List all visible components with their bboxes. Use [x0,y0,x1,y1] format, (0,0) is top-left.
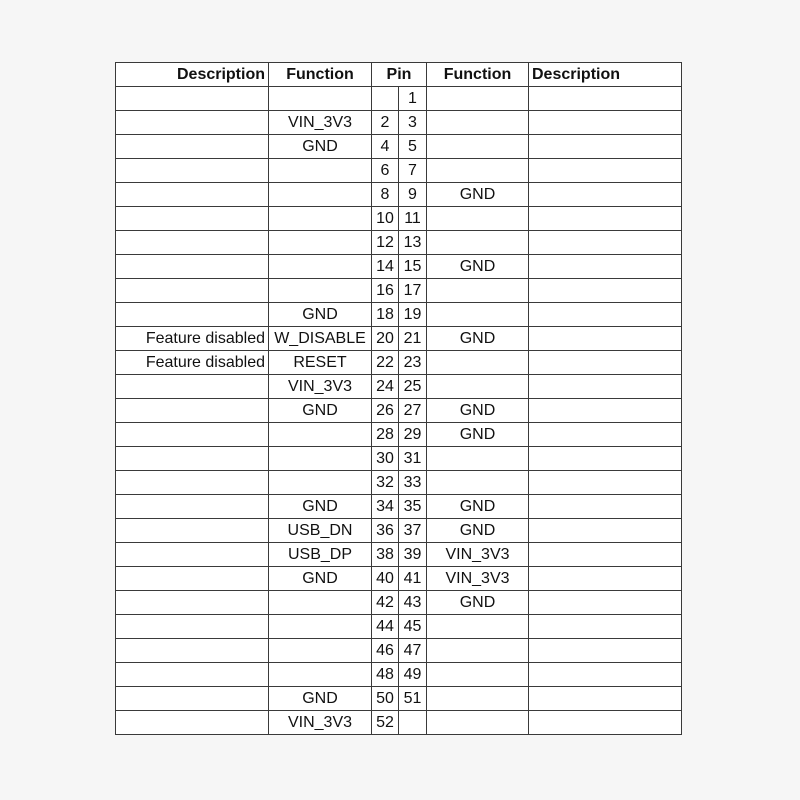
table-row [116,495,682,519]
pin-right-cell: 7 [399,159,427,183]
pin-right-cell: 5 [399,135,427,159]
function-right-cell [427,303,529,327]
pinout-rows [116,87,682,735]
function-left-cell [269,183,372,207]
table-row [116,663,682,687]
function-right-cell: GND [427,183,529,207]
description-right-cell [529,183,682,207]
function-right-cell [427,159,529,183]
pin-right-cell: 45 [399,615,427,639]
pin-right-cell [399,711,427,735]
function-left-cell: USB_DP [269,543,372,567]
table-row [116,111,682,135]
table-row [116,591,682,615]
description-right-cell [529,423,682,447]
function-right-cell [427,711,529,735]
description-right-cell [529,279,682,303]
pin-right-cell: 3 [399,111,427,135]
table-row [116,255,682,279]
function-right-cell [427,639,529,663]
pin-right-cell: 25 [399,375,427,399]
function-left-cell: USB_DN [269,519,372,543]
pin-left-cell: 22 [372,351,399,375]
table-row [116,639,682,663]
description-left-cell [116,687,269,711]
pin-left-cell: 24 [372,375,399,399]
description-right-cell [529,351,682,375]
description-right-cell [529,519,682,543]
pin-left-cell: 6 [372,159,399,183]
pin-left-cell: 52 [372,711,399,735]
description-left-cell: Feature disabled [116,351,269,375]
pin-right-cell: 43 [399,591,427,615]
function-right-cell: VIN_3V3 [427,543,529,567]
description-left-cell [116,615,269,639]
header-description-left: Description [116,63,269,87]
pin-left-cell: 36 [372,519,399,543]
pin-left-cell: 10 [372,207,399,231]
table-row [116,615,682,639]
description-right-cell [529,543,682,567]
pin-left-cell: 34 [372,495,399,519]
pin-right-cell: 21 [399,327,427,351]
function-left-cell [269,639,372,663]
table-row [116,447,682,471]
function-right-cell: GND [427,399,529,423]
header-row [116,63,682,87]
pin-right-cell: 23 [399,351,427,375]
description-left-cell [116,375,269,399]
description-left-cell [116,279,269,303]
description-right-cell [529,207,682,231]
pinout-table [115,62,682,735]
table-row [116,159,682,183]
pin-right-cell: 19 [399,303,427,327]
description-left-cell [116,471,269,495]
function-left-cell: VIN_3V3 [269,375,372,399]
function-left-cell [269,159,372,183]
table-row [116,135,682,159]
description-right-cell [529,255,682,279]
table-row [116,423,682,447]
table-row [116,231,682,255]
function-right-cell: GND [427,327,529,351]
description-right-cell [529,591,682,615]
table-row [116,351,682,375]
function-left-cell: RESET [269,351,372,375]
pin-left-cell: 8 [372,183,399,207]
function-left-cell: GND [269,399,372,423]
function-left-cell: GND [269,687,372,711]
description-left-cell [116,135,269,159]
description-left-cell [116,111,269,135]
pin-left-cell: 18 [372,303,399,327]
pin-left-cell: 20 [372,327,399,351]
description-right-cell [529,711,682,735]
function-left-cell [269,279,372,303]
pin-left-cell: 44 [372,615,399,639]
pin-right-cell: 13 [399,231,427,255]
pin-right-cell: 33 [399,471,427,495]
function-right-cell: GND [427,495,529,519]
pin-right-cell: 41 [399,567,427,591]
pin-left-cell: 4 [372,135,399,159]
pin-left-cell: 30 [372,447,399,471]
table-row [116,687,682,711]
pin-right-cell: 51 [399,687,427,711]
table-row [116,303,682,327]
pin-right-cell: 11 [399,207,427,231]
pin-right-cell: 29 [399,423,427,447]
pin-left-cell: 2 [372,111,399,135]
pin-left-cell [372,87,399,111]
description-right-cell [529,111,682,135]
header-description-right: Description [529,63,682,87]
pin-right-cell: 9 [399,183,427,207]
function-left-cell [269,591,372,615]
function-left-cell [269,663,372,687]
description-left-cell [116,255,269,279]
description-left-cell [116,303,269,327]
pin-right-cell: 39 [399,543,427,567]
function-left-cell: GND [269,135,372,159]
description-right-cell [529,231,682,255]
function-right-cell [427,471,529,495]
function-right-cell: GND [427,423,529,447]
description-left-cell [116,639,269,663]
table-row [116,279,682,303]
description-left-cell [116,495,269,519]
function-left-cell: GND [269,303,372,327]
pin-left-cell: 40 [372,567,399,591]
header-function-right: Function [427,63,529,87]
description-left-cell [116,399,269,423]
description-right-cell [529,303,682,327]
function-right-cell [427,447,529,471]
function-left-cell [269,231,372,255]
function-left-cell [269,615,372,639]
function-left-cell [269,87,372,111]
table-row [116,87,682,111]
function-right-cell: GND [427,591,529,615]
pin-right-cell: 47 [399,639,427,663]
description-right-cell [529,663,682,687]
table-row [116,327,682,351]
pin-right-cell: 17 [399,279,427,303]
function-left-cell [269,447,372,471]
description-left-cell [116,159,269,183]
table-row [116,543,682,567]
pin-left-cell: 42 [372,591,399,615]
table-row [116,711,682,735]
description-right-cell [529,87,682,111]
function-right-cell [427,615,529,639]
function-left-cell [269,423,372,447]
pin-left-cell: 32 [372,471,399,495]
description-left-cell [116,207,269,231]
description-left-cell [116,231,269,255]
function-right-cell: VIN_3V3 [427,567,529,591]
description-left-cell [116,567,269,591]
pin-left-cell: 28 [372,423,399,447]
description-left-cell [116,423,269,447]
function-left-cell [269,207,372,231]
function-right-cell [427,87,529,111]
table-row [116,399,682,423]
table-row [116,567,682,591]
function-left-cell: GND [269,495,372,519]
function-right-cell [427,687,529,711]
pin-right-cell: 35 [399,495,427,519]
description-right-cell [529,471,682,495]
description-right-cell [529,495,682,519]
pin-right-cell: 1 [399,87,427,111]
table-row [116,519,682,543]
pin-right-cell: 49 [399,663,427,687]
pin-right-cell: 37 [399,519,427,543]
description-left-cell [116,447,269,471]
function-left-cell: VIN_3V3 [269,111,372,135]
function-right-cell [427,663,529,687]
pin-left-cell: 12 [372,231,399,255]
description-left-cell [116,183,269,207]
function-right-cell [427,111,529,135]
description-right-cell [529,567,682,591]
function-left-cell [269,471,372,495]
pin-right-cell: 27 [399,399,427,423]
description-left-cell [116,543,269,567]
description-left-cell [116,87,269,111]
description-right-cell [529,135,682,159]
pin-right-cell: 31 [399,447,427,471]
pin-left-cell: 16 [372,279,399,303]
description-right-cell [529,687,682,711]
pin-right-cell: 15 [399,255,427,279]
function-right-cell [427,207,529,231]
pin-left-cell: 48 [372,663,399,687]
function-right-cell [427,231,529,255]
function-left-cell: VIN_3V3 [269,711,372,735]
function-right-cell [427,135,529,159]
function-left-cell [269,255,372,279]
description-right-cell [529,327,682,351]
table-row [116,471,682,495]
description-left-cell [116,591,269,615]
pin-left-cell: 26 [372,399,399,423]
function-right-cell: GND [427,519,529,543]
description-right-cell [529,375,682,399]
description-right-cell [529,399,682,423]
description-right-cell [529,159,682,183]
function-right-cell [427,351,529,375]
header-pin: Pin [372,63,427,87]
pin-left-cell: 14 [372,255,399,279]
header-function-left: Function [269,63,372,87]
table-row [116,183,682,207]
description-left-cell [116,663,269,687]
function-right-cell: GND [427,255,529,279]
pin-left-cell: 46 [372,639,399,663]
function-left-cell: GND [269,567,372,591]
function-left-cell: W_DISABLE [269,327,372,351]
pin-left-cell: 38 [372,543,399,567]
description-right-cell [529,639,682,663]
function-right-cell [427,375,529,399]
function-right-cell [427,279,529,303]
description-left-cell [116,519,269,543]
pin-left-cell: 50 [372,687,399,711]
description-right-cell [529,447,682,471]
description-left-cell: Feature disabled [116,327,269,351]
description-right-cell [529,615,682,639]
table-row [116,375,682,399]
description-left-cell [116,711,269,735]
table-row [116,207,682,231]
